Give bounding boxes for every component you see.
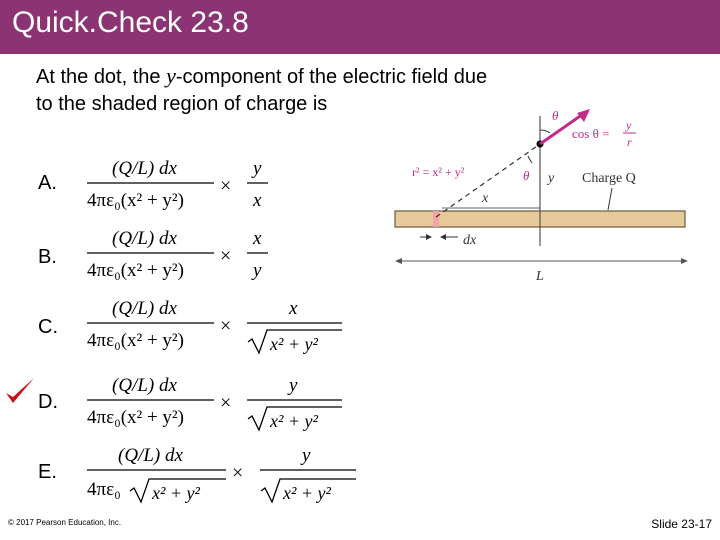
svg-text:y: y [289, 375, 298, 396]
svg-text:(Q/L) dx: (Q/L) dx [112, 228, 177, 249]
svg-text:×: × [232, 462, 244, 484]
svg-text:4πε₀(x² + y²): 4πε₀(x² + y²) [87, 260, 184, 281]
field-arrow-head [577, 109, 590, 122]
choice-a-label[interactable]: A. [38, 172, 57, 194]
charge-diagram [390, 100, 710, 290]
svg-text:×: × [220, 245, 232, 267]
svg-text:(Q/L) dx: (Q/L) dx [118, 445, 183, 466]
question-variable: y [166, 63, 176, 88]
svg-text:x: x [253, 228, 262, 249]
svg-text:4πε₀: 4πε₀ [87, 479, 121, 500]
formula-c [84, 294, 364, 358]
formula-d [84, 371, 364, 435]
svg-text:y: y [302, 445, 311, 466]
y-label: y [548, 171, 555, 186]
svg-text:x² + y²: x² + y² [270, 334, 318, 354]
choice-d-label[interactable]: D. [38, 391, 58, 413]
svg-text:×: × [220, 315, 232, 337]
svg-text:x² + y²: x² + y² [283, 483, 331, 503]
L-label: L [536, 269, 544, 284]
theta-top: θ [552, 108, 559, 123]
svg-text:×: × [220, 175, 232, 197]
question-prefix: At the dot, the [36, 66, 167, 88]
x-label: x [482, 191, 489, 206]
question-suffix: -component of the electric field due to the shaded region of charge is [36, 66, 488, 115]
title-bar [0, 0, 720, 54]
svg-text:y: y [253, 260, 262, 281]
slide-title: Quick.Check 23.8 [12, 6, 249, 39]
cos-label: cos θ = [572, 126, 610, 141]
svg-text:x: x [289, 298, 298, 319]
shaded-segment [433, 211, 439, 227]
r-equation: r² = x² + y² [412, 165, 465, 179]
svg-text:(Q/L) dx: (Q/L) dx [112, 158, 177, 179]
svg-text:(Q/L) dx: (Q/L) dx [112, 375, 177, 396]
svg-text:4πε₀(x² + y²): 4πε₀(x² + y²) [87, 330, 184, 351]
theta-lower: θ [523, 168, 530, 183]
charge-label: Charge Q [582, 171, 636, 186]
svg-text:4πε₀(x² + y²): 4πε₀(x² + y²) [87, 190, 184, 211]
cos-num: y [626, 118, 632, 132]
choice-c-label[interactable]: C. [38, 316, 58, 338]
formula-b [84, 224, 284, 284]
svg-text:y: y [253, 158, 262, 179]
slide-number: Slide 23-17 [651, 517, 712, 531]
cos-den: r [627, 135, 632, 149]
svg-text:x² + y²: x² + y² [152, 483, 200, 503]
svg-text:x² + y²: x² + y² [270, 411, 318, 431]
dx-label: dx [463, 233, 477, 248]
choice-b-label[interactable]: B. [38, 246, 57, 268]
formula-e [84, 441, 374, 507]
svg-text:×: × [220, 392, 232, 414]
copyright-text: © 2017 Pearson Education, Inc. [8, 518, 122, 527]
choice-e-label[interactable]: E. [38, 461, 57, 483]
checkmark-icon [4, 376, 36, 406]
svg-text:4πε₀(x² + y²): 4πε₀(x² + y²) [87, 407, 184, 428]
svg-text:x: x [253, 190, 262, 211]
svg-text:(Q/L) dx: (Q/L) dx [112, 298, 177, 319]
formula-a [84, 154, 284, 214]
